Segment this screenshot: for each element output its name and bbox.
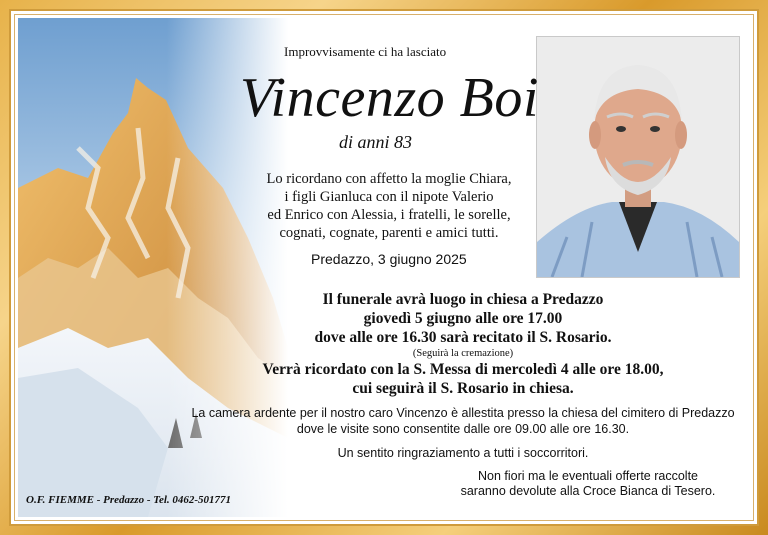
deceased-name: Vincenzo Boi <box>240 67 539 129</box>
place-date: Predazzo, 3 giugno 2025 <box>311 251 467 267</box>
flowers-line: saranno devolute alla Croce Bianca di Tesero. <box>460 484 716 498</box>
flowers-line: Non fiori ma le eventuali offerte raccolte <box>477 469 699 483</box>
funeral-line: Il funerale avrà luogo in chiesa a Predazzo <box>322 291 604 308</box>
funeral-home-footer: O.F. FIEMME - Predazzo - Tel. 0462-501771 <box>26 494 232 506</box>
bereaved-line: i figli Gianluca con il nipote Valerio <box>284 189 494 205</box>
intro-text: Improvvisamente ci ha lasciato <box>284 44 447 59</box>
thanks-text: Un sentito ringraziamento a tutti i soccorritori. <box>337 446 589 460</box>
chapel-line: La camera ardente per il nostro caro Vincenzo è allestita presso la chiesa del cimitero di Predazzo <box>191 406 735 420</box>
portrait-photo <box>536 36 740 278</box>
funeral-line: dove alle ore 16.30 sarà recitato il S. Rosario. <box>314 329 612 346</box>
mass-line: cui seguirà il S. Rosario in chiesa. <box>352 380 574 397</box>
deceased-age: di anni 83 <box>339 132 413 152</box>
bereaved-line: cognati, cognate, parenti e amici tutti. <box>279 225 499 241</box>
funeral-details <box>218 290 708 398</box>
bereaved-line: Lo ricordano con affetto la moglie Chiara, <box>266 171 512 187</box>
mass-line: Verrà ricordato con la S. Messa di mercoledì 4 alle ore 18.00, <box>262 361 664 378</box>
cremation-note: (Seguirà la cremazione) <box>412 348 514 359</box>
chapel-line: dove le visite sono consentite dalle ore 09.00 alle ore 16.30. <box>296 422 630 436</box>
bereaved-line: ed Enrico con Alessia, i fratelli, le sorelle, <box>267 207 511 223</box>
bereaved-list <box>248 170 530 242</box>
chapel-info <box>168 405 750 437</box>
flowers-note <box>438 469 738 499</box>
obituary-card <box>18 18 750 517</box>
funeral-line: giovedì 5 giugno alle ore 17.00 <box>363 310 563 327</box>
